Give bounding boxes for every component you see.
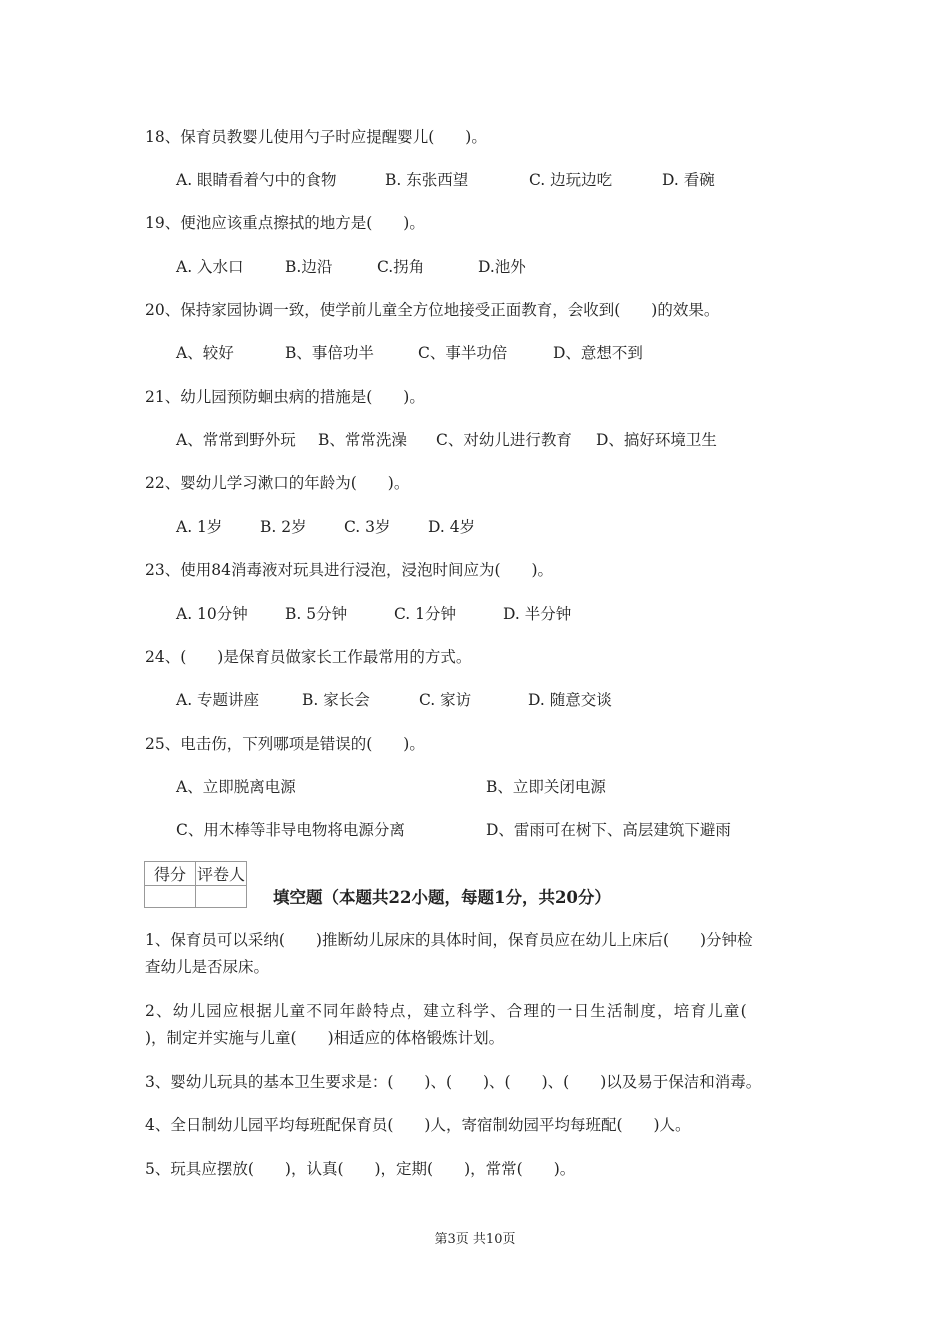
grader-cell xyxy=(196,886,247,908)
option-b: B.边沿 xyxy=(285,258,333,276)
option-d: D. 半分钟 xyxy=(503,605,572,623)
option-d: D. 随意交谈 xyxy=(528,691,612,709)
option-b: B、立即关闭电源 xyxy=(486,778,606,796)
page-footer: 第3页 共10页 xyxy=(434,1232,516,1247)
question-stem: 20、保持家园协调一致，使学前儿童全方位地接受正面教育，会收到( )的效果。 xyxy=(145,301,720,319)
question-stem: 22、婴幼儿学习漱口的年龄为( )。 xyxy=(145,474,410,492)
option-d: D、意想不到 xyxy=(553,344,643,362)
option-d: D. 4岁 xyxy=(428,518,476,536)
fill-in-text: )，制定并实施与儿童( )相适应的体格锻炼计划。 xyxy=(145,1029,505,1047)
option-a: A. 专题讲座 xyxy=(176,691,260,709)
option-a: A. 1岁 xyxy=(176,518,223,536)
question-stem: 24、( )是保育员做家长工作最常用的方式。 xyxy=(145,648,472,666)
option-b: B. 东张西望 xyxy=(385,171,469,189)
question-stem: 23、使用84消毒液对玩具进行浸泡，浸泡时间应为( )。 xyxy=(145,561,554,579)
fill-in-text: 1、保育员可以采纳( )推断幼儿尿床的具体时间，保育员应在幼儿上床后( )分钟检 xyxy=(145,931,753,949)
option-a: A. 入水口 xyxy=(176,258,244,276)
option-d: D. 看碗 xyxy=(662,171,715,189)
fill-in-text: 2、幼儿园应根据儿童不同年龄特点，建立科学、合理的一日生活制度，培育儿童( xyxy=(145,1002,748,1020)
question-stem: 21、幼儿园预防蛔虫病的措施是( )。 xyxy=(145,388,425,406)
fill-in-text: 4、全日制幼儿园平均每班配保育员( )人，寄宿制幼园平均每班配( )人。 xyxy=(145,1116,691,1134)
option-c: C.拐角 xyxy=(377,258,425,276)
question-stem: 18、保育员教婴儿使用勺子时应提醒婴儿( )。 xyxy=(145,128,487,146)
option-c: C. 边玩边吃 xyxy=(529,171,613,189)
option-b: B. 2岁 xyxy=(260,518,307,536)
option-b: B. 家长会 xyxy=(302,691,370,709)
option-c: C、对幼儿进行教育 xyxy=(436,431,572,449)
option-b: B. 5分钟 xyxy=(285,605,348,623)
option-d: D、搞好环境卫生 xyxy=(596,431,717,449)
fill-in-text: 查幼儿是否尿床。 xyxy=(145,958,270,976)
option-c: C、用木棒等非导电物将电源分离 xyxy=(176,821,405,839)
fill-in-text: 3、婴幼儿玩具的基本卫生要求是：( )、( )、( )、( )以及易于保洁和消毒。 xyxy=(145,1073,762,1091)
option-a: A、较好 xyxy=(176,344,234,362)
option-c: C. 1分钟 xyxy=(394,605,457,623)
option-c: C. 家访 xyxy=(419,691,472,709)
option-d: D、雷雨可在树下、高层建筑下避雨 xyxy=(486,821,731,839)
grader-header: 评卷人 xyxy=(196,862,247,886)
option-b: B、事倍功半 xyxy=(285,344,374,362)
option-c: C. 3岁 xyxy=(344,518,391,536)
section-title: 填空题（本题共22小题，每题1分，共20分） xyxy=(273,888,611,907)
option-c: C、事半功倍 xyxy=(418,344,508,362)
option-a: A、立即脱离电源 xyxy=(176,778,296,796)
option-a: A. 10分钟 xyxy=(176,605,248,623)
question-stem: 19、便池应该重点擦拭的地方是( )。 xyxy=(145,214,425,232)
score-header: 得分 xyxy=(145,862,196,886)
option-a: A、常常到野外玩 xyxy=(176,431,296,449)
option-d: D.池外 xyxy=(478,258,526,276)
question-stem: 25、电击伤，下列哪项是错误的( )。 xyxy=(145,735,425,753)
fill-in-text: 5、玩具应摆放( )，认真( )，定期( )，常常( )。 xyxy=(145,1160,576,1178)
option-b: B、常常洗澡 xyxy=(318,431,407,449)
score-table xyxy=(144,861,247,908)
option-a: A. 眼睛看着勺中的食物 xyxy=(176,171,337,189)
score-cell xyxy=(145,886,196,908)
